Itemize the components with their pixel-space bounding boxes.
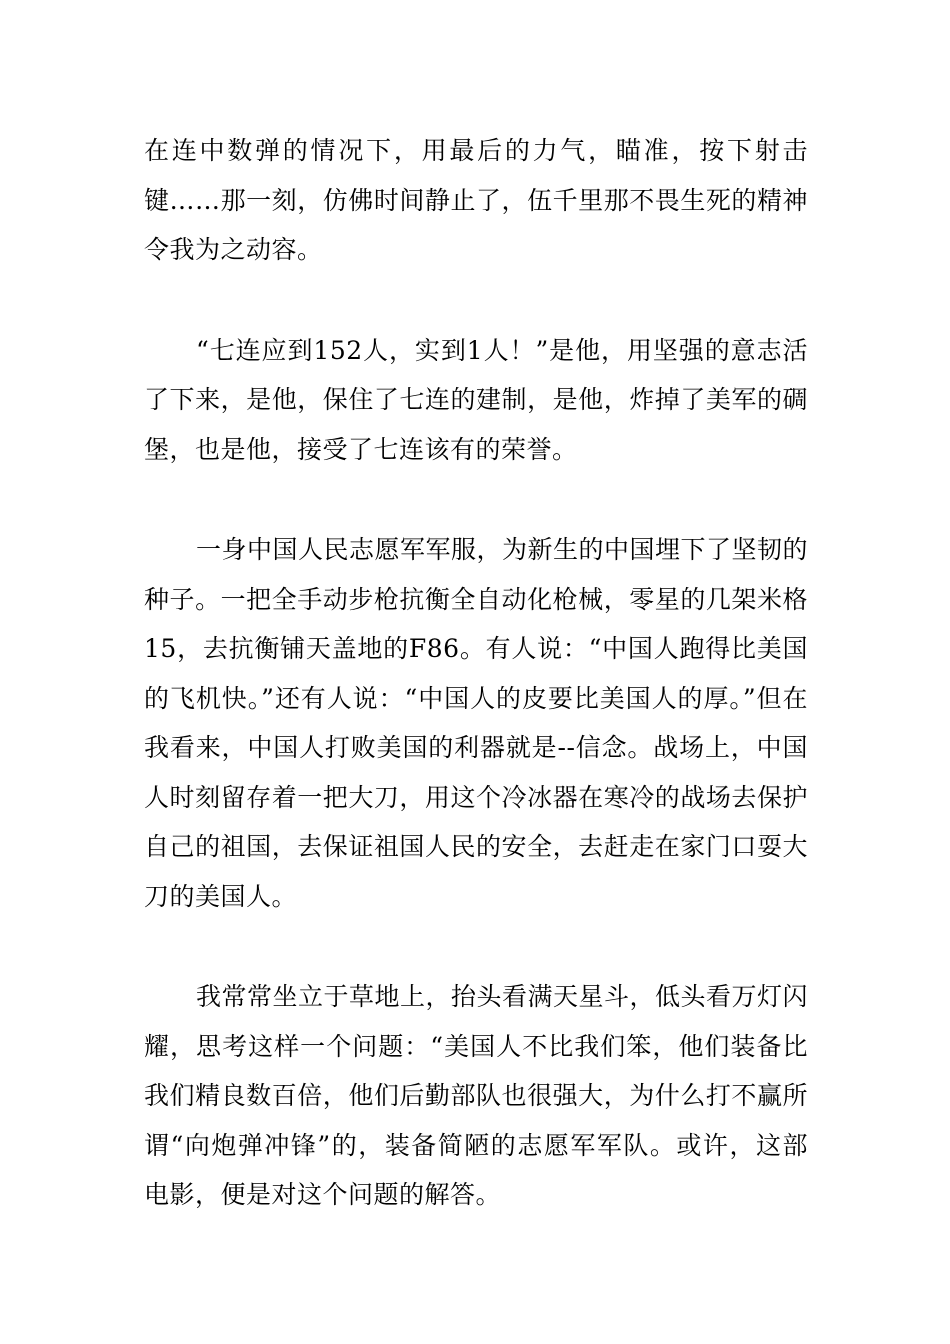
paragraph-2: “七连应到152人，实到1人！”是他，用坚强的意志活了下来，是他，保住了七连的建制，是他，炸掉了美军的碉堡，也是他，接受了七连该有的荣誉。 <box>144 335 808 464</box>
paragraph-1: 在连中数弹的情况下，用最后的力气，瞄准，按下射击键……那一刻，仿佛时间静止了，伍千里那不畏生死的精神令我为之动容。 <box>144 136 808 264</box>
document-body <box>144 126 808 1271</box>
paragraph-4: 我常常坐立于草地上，抬头看满天星斗，低头看万灯闪耀，思考这样一个问题：“美国人不比我们笨，他们装备比我们精良数百倍，他们后勤部队也很强大，为什么打不赢所谓“向炮弹冲锋”的，装备简陋的志愿军军队。或许，这部电影，便是对这个问题的解答。 <box>144 982 809 1209</box>
paragraph-3: 一身中国人民志愿军军服，为新生的中国埋下了坚韧的种子。一把全手动步枪抗衡全自动化枪械，零星的几架米格15，去抗衡铺天盖地的F86。有人说：“中国人跑得比美国的飞机快。”还有人说：“中国人的皮要比美国人的厚。”但在我看来，中国人打败美国的利器就是--信念。战场上，中国人时刻留存着一把大刀，用这个冷冰器在寒冷的战场去保护自己的祖国，去保证祖国人民的安全，去赶走在家门口耍大刀的美国人。 <box>144 535 809 911</box>
